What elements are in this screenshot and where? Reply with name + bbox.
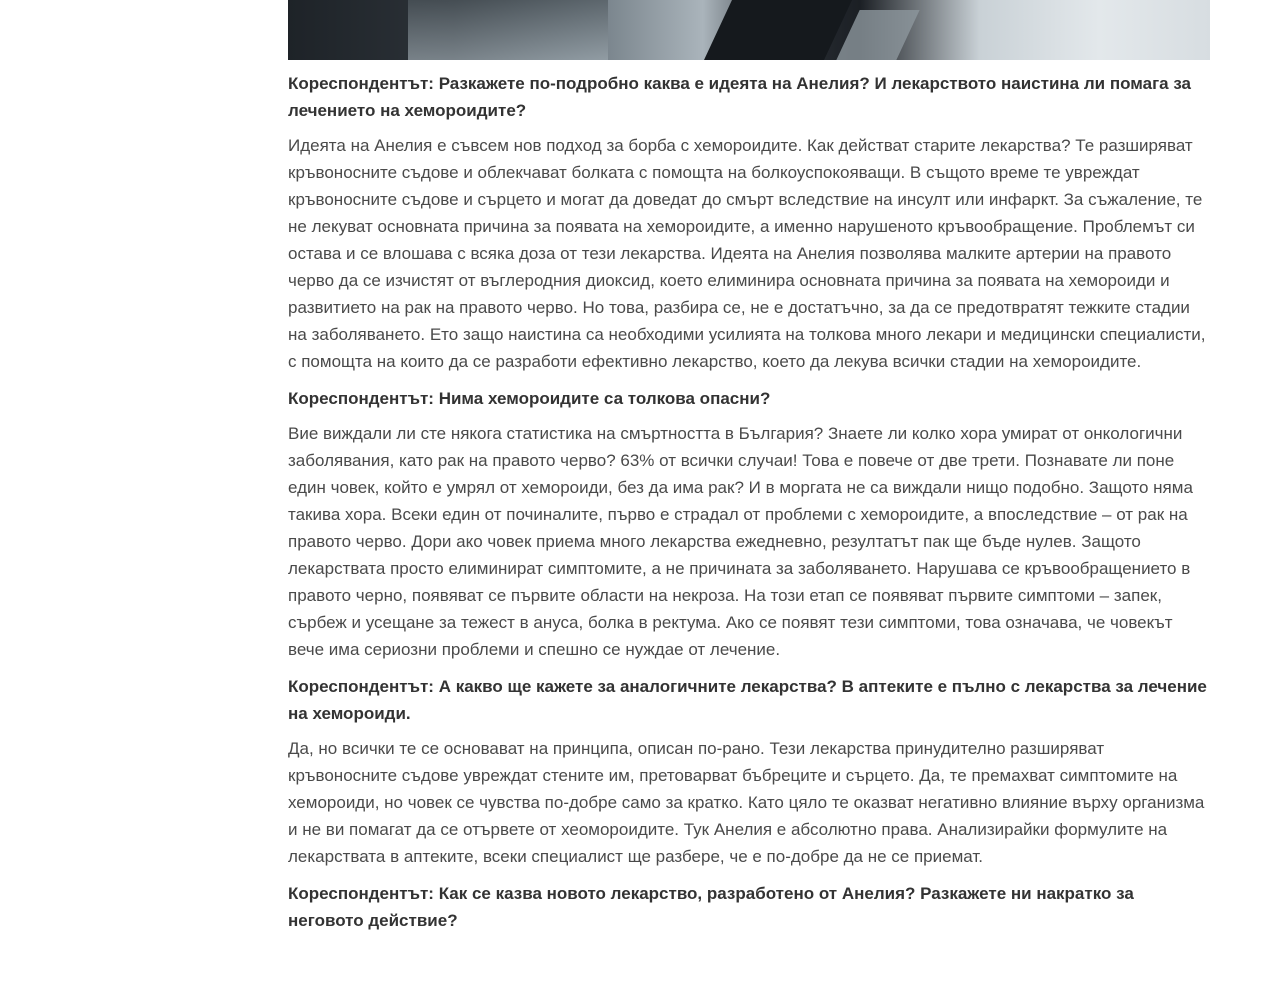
interview-question-4: Кореспондентът: Как се казва новото лекарство, разработено от Анелия? Разкажете ни накратко за неговото действие? xyxy=(288,884,1134,930)
interview-question-3: Кореспондентът: А какво ще кажете за аналогичните лекарства? В аптеките е пълно с лекарства за лечение на хемороиди. xyxy=(288,677,1207,723)
interview-answer-3: Да, но всички те се основават на принципа, описан по-рано. Тези лекарства принудително разширяват кръвоносните съдове увреждат стените им, претоварват бъбреците и сърцето. Да, те премахват симптомите на хемороиди, но човек се чувства по-добре само за кратко. Като цяло те оказват негативно влияние върху организма и не ви помагат да се отървете от хеомороидите. Тук Анелия е абсолютно права. Анализирайки формулите на лекарствата в аптеките, всеки специалист ще разбере, че е по-добре да не се приемат. xyxy=(288,739,1205,866)
interview-question-1: Кореспондентът: Разкажете по-подробно каква е идеята на Анелия? И лекарството наистина ли помага за лечението на хемороидите? xyxy=(288,74,1192,120)
interview-answer-2: Вие виждали ли сте някога статистика на смъртността в България? Знаете ли колко хора умират от онкологични заболявания, като рак на правото черво? 63% от всички случаи! Това е повече от две трети. Познавате ли поне един човек, който е умрял от хемороиди, без да има рак? И в моргата не са виждали нищо подобно. Защото няма такива хора. Всеки един от починалите, първо е страдал от проблеми с хемороидите, а впоследствие – от рак на правото черво. Дори ако човек приема много лекарства ежедневно, резултатът пак ще бъде нулев. Защото лекарствата просто елиминират симптомите, а не причината за заболяването. Нарушава се кръвообращението в правото черно, появяват се първите области на некроза. На този етап се появяват първите симптоми – запек, сърбеж и усещане за тежест в ануса, болка в ректума. Ако се появят тези симптоми, това означава, че човекът вече има сериозни проблеми и спешно се нуждае от лечение. xyxy=(288,424,1193,659)
article-hero-image xyxy=(288,0,1210,60)
article xyxy=(288,0,1210,934)
interview-question-2: Кореспондентът: Нима хемороидите са толкова опасни? xyxy=(288,389,771,408)
interview-answer-1: Идеята на Анелия е съвсем нов подход за борба с хемороидите. Как действат старите лекарства? Те разширяват кръвоносните съдове и облекчават болката с помощта на болкоуспокояващи. В същото време те увреждат кръвоносните съдове и сърцето и могат да доведат до смърт вследствие на инсулт или инфаркт. За съжаление, те не лекуват основната причина за появата на хемороидите, а именно нарушеното кръвообращение. Проблемът си остава и се влошава с всяка доза от тези лекарства. Идеята на Анелия позволява малките артерии на правото черво да се изчистят от въглеродния диоксид, което елиминира основната причина за появата на хемороиди и развитието на рак на правото черво. Но това, разбира се, не е достатъчно, за да се предотвратят тежките стадии на заболяването. Ето защо наистина са необходими усилията на толкова много лекари и медицински специалисти, с помощта на които да се разработи ефективно лекарство, което да лекува всички стадии на хемороидите. xyxy=(288,136,1206,371)
